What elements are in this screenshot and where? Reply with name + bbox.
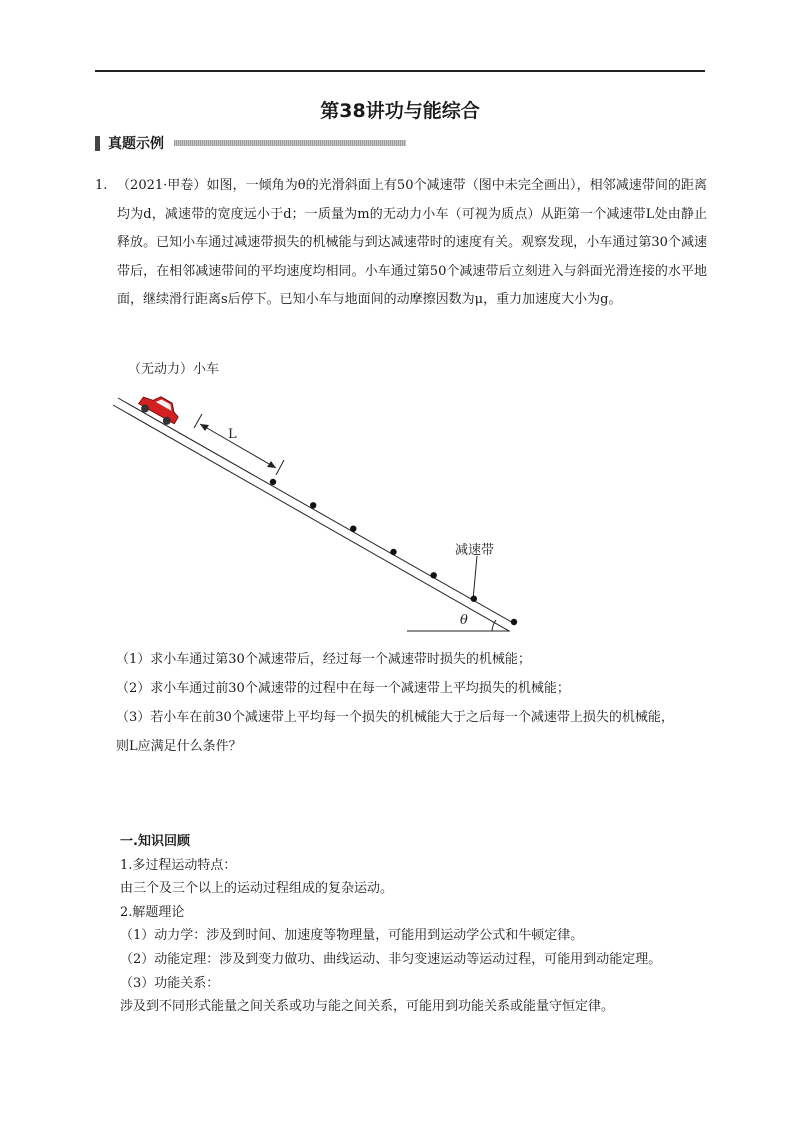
bump-label-leader [473, 556, 477, 600]
speed-bump [431, 572, 437, 578]
knowledge-title: 一.知识回顾 [120, 834, 190, 849]
length-arrowhead-end [267, 461, 276, 468]
knowledge-line: （3）功能关系： [120, 975, 220, 991]
problem-number: 1. [95, 178, 108, 193]
page-title: 第38讲功与能综合 [320, 100, 480, 122]
problem-text: （2021·甲卷）如图，一倾角为θ的光滑斜面上有50个减速带（图中未完全画出），相邻减速带间的距离均为d，减速带的宽度远小于d；一质量为m的无动力小车（可视为质点）从距第一个减速带L处由静止释放。已知小车通过减速带损失的机械能与到达减速带时的速度有关。观察发现，小车通过第30个减速带后，在相邻减速带间的平均速度均相同。小车通过第50个减速带后立刻进入与斜面光滑连接的水平地面，继续滑行距离s后停下。已知小车与地面间的动摩擦因数为μ，重力加速度大小为g。 [117, 178, 707, 307]
section-label: 真题示例 [108, 136, 164, 152]
speed-bump [270, 479, 276, 485]
incline-figure [110, 358, 530, 638]
speed-bump [390, 549, 396, 555]
bump-label: 减速带 [455, 543, 495, 558]
knowledge-line: 涉及到不同形式能量之间关系或功与能之间关系，可能用到功能关系或能量守恒定律。 [120, 999, 615, 1015]
length-arrowhead-start [200, 424, 209, 431]
incline-plane [113, 398, 515, 631]
question-2: （2）求小车通过前30个减速带的过程中在每一个减速带上平均损失的机械能； [116, 681, 570, 696]
car-label: （无动力）小车 [128, 362, 220, 377]
length-label: L [228, 427, 237, 442]
section-header [95, 135, 406, 151]
problem-1 [95, 172, 707, 315]
question-3: （3）若小车在前30个减速带上平均每一个损失的机械能大于之后每一个减速带上损失的机械能， [116, 710, 674, 725]
knowledge-line: （2）动能定理：涉及到变力做功、曲线运动、非匀变速运动等运动过程，可能用到动能定理。 [120, 951, 662, 967]
section-bar [174, 140, 406, 146]
question-1: （1）求小车通过第30个减速带后，经过每一个减速带时损失的机械能； [116, 652, 531, 667]
section-marker [95, 136, 100, 151]
speed-bump [350, 526, 356, 532]
top-rule [95, 70, 705, 72]
knowledge-line: 2.解题理论 [120, 904, 185, 920]
question-3-continued: 则L应满足什么条件？ [116, 739, 242, 754]
length-tick-start [194, 414, 202, 428]
knowledge-review [120, 830, 710, 1019]
length-tick-end [276, 460, 284, 475]
knowledge-line: （1）动力学：涉及到时间、加速度等物理量，可能用到运动学公式和牛顿定律。 [120, 928, 584, 944]
speed-bump [310, 502, 316, 508]
length-dimension [194, 414, 284, 475]
questions [116, 645, 706, 761]
angle-label: θ [460, 613, 468, 628]
speed-bump [511, 619, 517, 625]
knowledge-line: 1.多过程运动特点： [120, 857, 237, 873]
knowledge-line: 由三个及三个以上的运动过程组成的复杂运动。 [120, 881, 394, 897]
